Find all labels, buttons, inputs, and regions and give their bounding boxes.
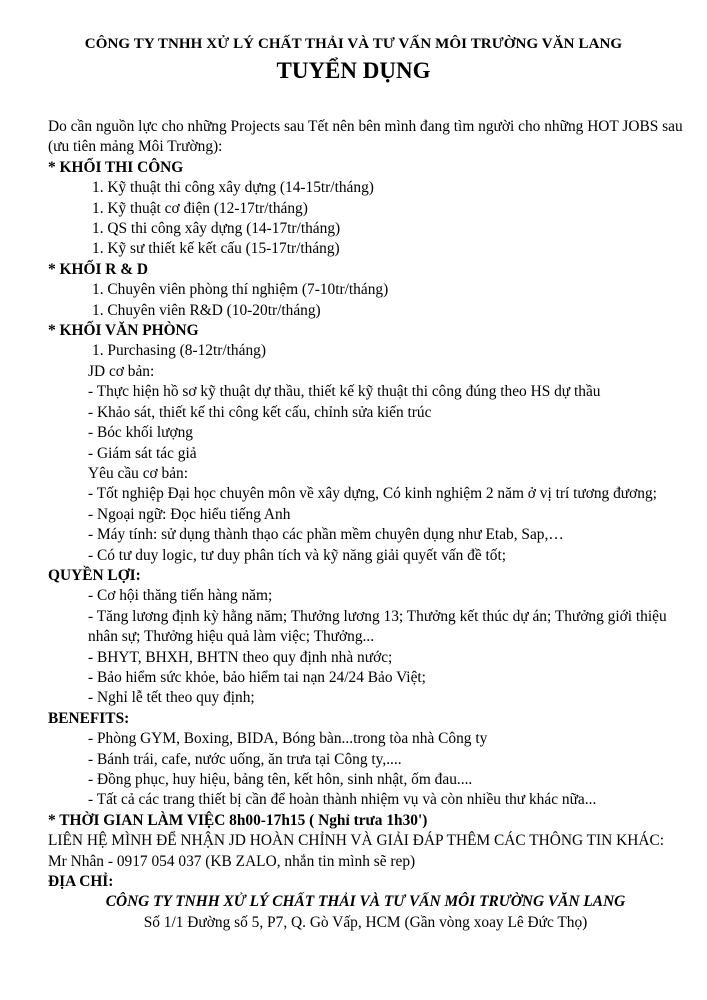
list-item: - Bảo hiểm sức khỏe, bảo hiểm tai nạn 24/24 Bảo Việt;	[88, 668, 426, 686]
list-item: 1. Chuyên viên phòng thí nghiệm (7-10tr/tháng)	[92, 281, 389, 299]
list-item: - Có tư duy logic, tư duy phân tích và kỹ năng giải quyết vấn đề tốt;	[88, 546, 507, 564]
footer-address: Số 1/1 Đường số 5, P7, Q. Gò Vấp, HCM (Gần vòng xoay Lê Đức Thọ)	[143, 913, 588, 931]
section-heading-office: * KHỐI VĂN PHÒNG	[48, 322, 199, 340]
list-item: - Phòng GYM, Boxing, BIDA, Bóng bàn...trong tòa nhà Công ty	[88, 730, 488, 748]
footer-company-name: CÔNG TY TNHH XỬ LÝ CHẤT THẢI VÀ TƯ VẤN MÔI TRƯỜNG VĂN LANG	[105, 893, 626, 911]
section-heading-rights: QUYỀN LỢI:	[48, 566, 141, 584]
document-body	[48, 117, 683, 933]
list-item: 1. Chuyên viên R&D (10-20tr/tháng)	[92, 301, 321, 319]
page-title: TUYỂN DỤNG	[276, 58, 431, 83]
list-item: - Máy tính: sử dụng thành thạo các phần mềm chuyên dụng như Etab, Sap,…	[88, 526, 564, 544]
working-hours: * THỜI GIAN LÀM VIỆC 8h00-17h15 ( Nghỉ trưa 1h30')	[48, 811, 428, 829]
company-header: CÔNG TY TNHH XỬ LÝ CHẤT THẢI VÀ TƯ VẤN MÔI TRƯỜNG VĂN LANG	[84, 36, 623, 52]
section-heading-rnd: * KHỐI R & D	[48, 260, 149, 278]
list-item: 1. Kỹ thuật thi công xây dựng (14-15tr/tháng)	[92, 179, 374, 197]
contact-info: LIÊN HỆ MÌNH ĐỂ NHẬN JD HOÀN CHỈNH VÀ GIẢI ĐÁP THÊM CÁC THÔNG TIN KHÁC: Mr Nhân - 0917 054 037 (KB ZALO, nhắn tin mình sẽ rep)	[48, 832, 665, 870]
list-item: - Cơ hội thăng tiến hàng năm;	[88, 587, 273, 605]
section-heading-construction: * KHỐI THI CÔNG	[48, 158, 184, 176]
list-item: 1. Kỹ thuật cơ điện (12-17tr/tháng)	[92, 199, 308, 217]
list-item: - Đồng phục, huy hiệu, bảng tên, kết hôn, sinh nhật, ốm đau....	[88, 771, 473, 788]
list-item: - Thực hiện hồ sơ kỹ thuật dự thầu, thiết kế kỹ thuật thi công đúng theo HS dự thầu	[88, 383, 601, 401]
list-item: - Tốt nghiệp Đại học chuyên môn về xây dựng, Có kinh nghiệm 2 năm ở vị trí tương đương;	[88, 485, 657, 503]
list-item: 1. Purchasing (8-12tr/tháng)	[92, 342, 266, 360]
list-item: - BHYT, BHXH, BHTN theo quy định nhà nước;	[88, 648, 393, 666]
list-item: - Tất cả các trang thiết bị cần để hoàn thành nhiệm vụ và còn nhiều thư khác nữa...	[88, 791, 597, 809]
list-item: 1. Kỹ sư thiết kế kết cấu (15-17tr/tháng)	[92, 240, 340, 258]
requirements-label: Yêu cầu cơ bản:	[88, 464, 189, 482]
section-heading-benefits: BENEFITS:	[48, 709, 130, 727]
jd-label: JD cơ bản:	[88, 362, 155, 380]
list-item: - Ngoại ngữ: Đọc hiểu tiếng Anh	[88, 505, 291, 523]
list-item: - Giám sát tác giả	[88, 444, 197, 462]
list-item: - Bóc khối lượng	[88, 424, 193, 442]
list-item: - Khảo sát, thiết kế thi công kết cấu, chỉnh sửa kiến trúc	[88, 403, 432, 421]
intro-paragraph: Do cần nguồn lực cho những Projects sau Tết nên bên mình đang tìm người cho những HOT JOBS sau (ưu tiên mảng Môi Trường):	[48, 118, 683, 156]
list-item: - Bánh trái, cafe, nước uống, ăn trưa tại Công ty,....	[88, 750, 402, 768]
list-item: - Nghỉ lễ tết theo quy định;	[88, 689, 255, 707]
list-item: 1. QS thi công xây dựng (14-17tr/tháng)	[92, 220, 341, 238]
address-label: ĐỊA CHỈ:	[48, 873, 114, 891]
list-item: - Tăng lương định kỳ hằng năm; Thưởng lương 13; Thưởng kết thúc dự án; Thưởng giới thiệu nhân sự; Thưởng hiệu quả làm việc; Thưởng...	[88, 607, 667, 646]
